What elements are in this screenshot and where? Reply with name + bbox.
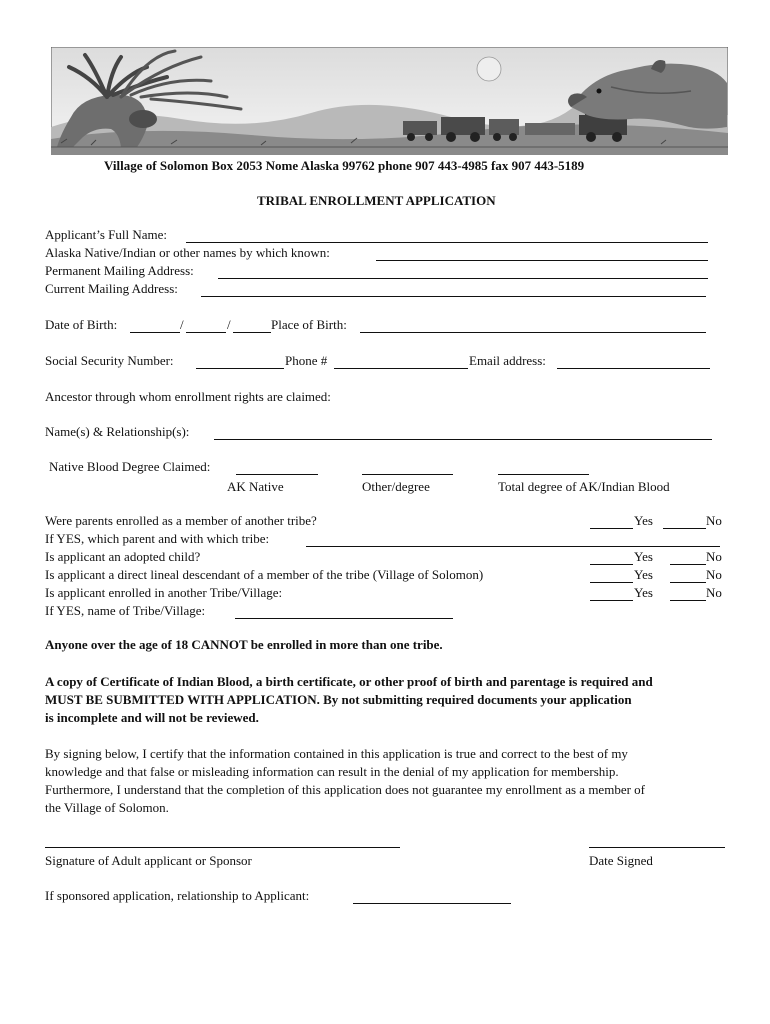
certificate-notice-line: is incomplete and will not be reviewed. [45,710,259,725]
lineal-descendant-yes-field[interactable] [590,582,633,583]
signature-label: Signature of Adult applicant or Sponsor [45,853,252,868]
other-degree-caption: Other/degree [362,479,430,494]
question-parents-enrolled: Were parents enrolled as a member of another tribe? [45,513,317,528]
certification-text-line: By signing below, I certify that the information contained in this application is true and correct to the best of my [45,746,628,761]
question-lineal-descendant: Is applicant a direct lineal descendant of a member of the tribe (Village of Solomon) [45,567,484,582]
dob-label: Date of Birth: [45,317,118,332]
form-title: TRIBAL ENROLLMENT APPLICATION [257,193,496,208]
one-tribe-notice: Anyone over the age of 18 CANNOT be enrolled in more than one tribe. [45,637,443,652]
yes-label: Yes [634,549,653,564]
total-degree-field[interactable] [498,474,589,475]
yes-label: Yes [634,567,653,582]
current-address-field[interactable] [201,296,706,297]
dob-separator: / [180,317,184,332]
enrolled-elsewhere-yes-field[interactable] [590,600,633,601]
place-of-birth-field[interactable] [360,332,706,333]
place-of-birth-label: Place of Birth: [271,317,347,332]
ak-native-caption: AK Native [227,479,284,494]
names-relationships-label: Name(s) & Relationship(s): [45,424,190,439]
other-names-field[interactable] [376,260,708,261]
certificate-notice-line: MUST BE SUBMITTED WITH APPLICATION. By not submitting required documents your application [45,692,632,707]
organization-address: Village of Solomon Box 2053 Nome Alaska 99762 phone 907 443-4985 fax 907 443-5189 [104,158,585,173]
ssn-field[interactable] [196,368,284,369]
no-label: No [706,585,722,600]
ak-native-degree-field[interactable] [236,474,318,475]
dob-day-field[interactable] [186,332,226,333]
dob-separator: / [227,317,231,332]
full-name-label: Applicant’s Full Name: [45,227,168,242]
ancestor-label: Ancestor through whom enrollment rights are claimed: [45,389,331,404]
parents-enrolled-no-field[interactable] [663,528,706,529]
current-address-label: Current Mailing Address: [45,281,178,296]
other-degree-field[interactable] [362,474,453,475]
sponsor-relationship-label: If sponsored application, relationship to Applicant: [45,888,310,903]
certification-text-line: knowledge and that false or misleading information can result in the denial of my application for membership. [45,764,619,779]
no-label: No [706,549,722,564]
question-adopted: Is applicant an adopted child? [45,549,201,564]
lineal-descendant-no-field[interactable] [670,582,706,583]
question-which-parent: If YES, which parent and with which tribe: [45,531,270,546]
no-label: No [706,513,722,528]
parents-enrolled-yes-field[interactable] [590,528,633,529]
permanent-address-field[interactable] [218,278,708,279]
adopted-yes-field[interactable] [590,564,633,565]
which-parent-field[interactable] [306,546,720,547]
question-enrolled-elsewhere: Is applicant enrolled in another Tribe/Village: [45,585,283,600]
full-name-field[interactable] [186,242,708,243]
certification-text-line: the Village of Solomon. [45,800,169,815]
enrolled-elsewhere-no-field[interactable] [670,600,706,601]
date-signed-label: Date Signed [589,853,653,868]
sponsor-relationship-field[interactable] [353,903,511,904]
blood-degree-label: Native Blood Degree Claimed: [49,459,211,474]
phone-field[interactable] [334,368,468,369]
yes-label: Yes [634,513,653,528]
dob-year-field[interactable] [233,332,271,333]
permanent-address-label: Permanent Mailing Address: [45,263,194,278]
email-label: Email address: [469,353,546,368]
certification-text-line: Furthermore, I understand that the completion of this application does not guarantee my enrollment as a member of [45,782,645,797]
question-tribe-name: If YES, name of Tribe/Village: [45,603,206,618]
adopted-no-field[interactable] [670,564,706,565]
header-illustration [51,47,728,155]
total-degree-caption: Total degree of AK/Indian Blood [498,479,670,494]
certificate-notice-line: A copy of Certificate of Indian Blood, a birth certificate, or other proof of birth and parentage is required and [45,674,653,689]
names-relationships-field[interactable] [214,439,712,440]
yes-label: Yes [634,585,653,600]
date-signed-field[interactable] [589,847,725,848]
signature-field[interactable] [45,847,400,848]
tribe-name-field[interactable] [235,618,453,619]
phone-label: Phone # [285,353,328,368]
email-field[interactable] [557,368,710,369]
dob-month-field[interactable] [130,332,180,333]
no-label: No [706,567,722,582]
other-names-label: Alaska Native/Indian or other names by which known: [45,245,330,260]
ssn-label: Social Security Number: [45,353,174,368]
